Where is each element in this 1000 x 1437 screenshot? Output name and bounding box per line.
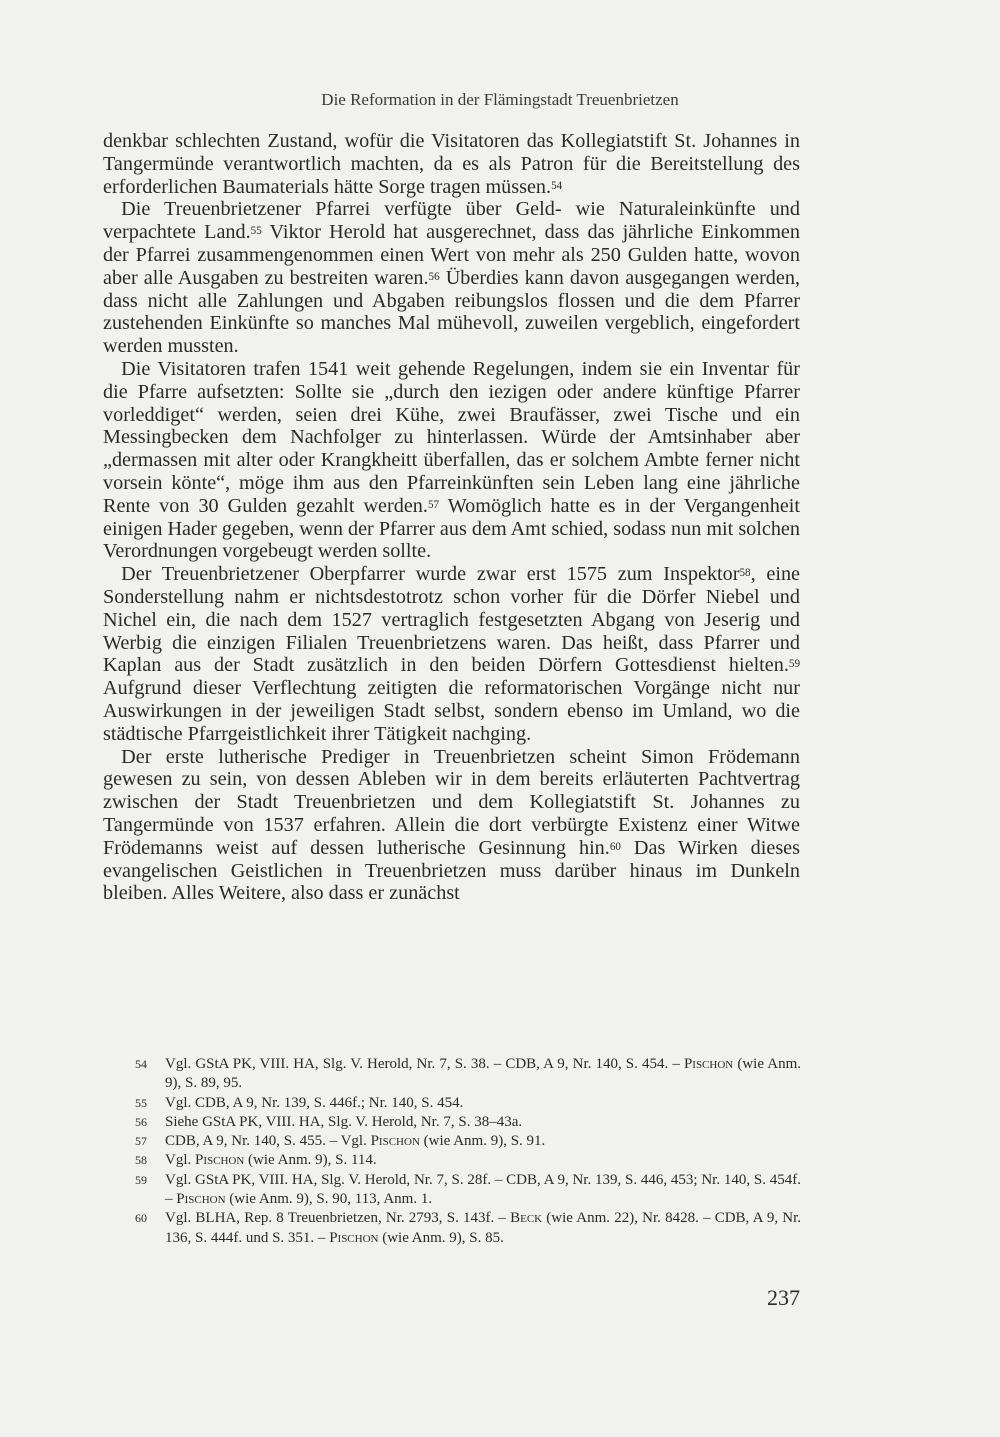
text-segment: Der Treuenbrietzener Oberpfarrer wurde zwar erst 1575 zum Inspektor [121,563,740,586]
footnote-text: Vgl. GStA PK, VIII. HA, Slg. V. Herold, Nr. 7, S. 28f. – CDB, A 9, Nr. 139, S. 446, 453; Nr. 140, S. 454f. – [165,1171,801,1208]
footnote-57 [135,1132,801,1151]
footnote-text: (wie Anm. 9), S. 89, 95. [165,1056,801,1092]
paragraph-1 [103,130,800,198]
footnote-text: Siehe GStA PK, VIII. HA, Slg. V. Herold, Nr. 7, S. 38–43a. [165,1113,523,1130]
footnote-number: 54 [135,1057,147,1071]
running-head: Die Reformation in der Flämingstadt Treuenbrietzen [321,90,679,109]
paragraph-3 [103,358,800,563]
footnote-ref-58[interactable]: 58 [739,567,751,580]
footnote-ref-60[interactable]: 60 [609,840,621,853]
footnote-54 [135,1055,801,1094]
footnote-ref-55[interactable]: 55 [250,225,262,238]
footnote-text: Vgl. GStA PK, VIII. HA, Slg. V. Herold, Nr. 7, S. 38. – CDB, A 9, Nr. 140, S. 454. – [165,1056,684,1072]
footnote-number: 59 [135,1172,147,1187]
author-name: Beck [510,1210,543,1227]
text-segment: Die Treuenbrietzener Pfarrei verfügte über Geld- wie Naturaleinkünfte und verpachtete Land. [103,198,800,244]
text-segment: Viktor Herold hat ausgerechnet, dass das jährliche Einkommen der Pfarrei zusammengenommen einen Wert von mehr als 250 Gulden hatte, wovon aber alle Ausgaben zu bestreiten waren. [103,221,800,289]
footnote-text: CDB, A 9, Nr. 140, S. 455. – Vgl. [165,1133,371,1150]
paragraph-4 [103,563,800,745]
footnote-58 [135,1151,801,1170]
footnote-text: (wie Anm. 9), S. 85. [378,1229,504,1246]
footnotes [135,1055,801,1248]
author-name: Pischon [176,1191,226,1208]
footnote-ref-57[interactable]: 57 [427,498,440,511]
text-segment: denkbar schlechten Zustand, wofür die Visitatoren das Kollegiatstift St. Johannes in Tangermünde verantwortlich machten, da es als Patron für die Bereitstellung des erforderlichen Baumaterials hätte Sorge tragen müssen. [103,130,800,198]
paragraph-5 [103,746,800,906]
footnote-text: (wie Anm. 9), S. 114. [244,1152,377,1169]
text-segment: Überdies kann davon ausgegangen werden, dass nicht alle Zahlungen und Abgaben reibungslos flossen und die dem Pfarrer zustehenden Einkünfte so manches Mal mühevoll, zuweilen vergeblich, eingefordert werden mussten. [103,266,800,358]
paragraph-2 [103,198,800,358]
footnote-60 [135,1209,801,1248]
footnote-56 [135,1113,801,1132]
footnote-number: 58 [135,1153,147,1168]
author-name: Pischon [195,1152,245,1169]
footnote-text: (wie Anm. 9), S. 90, 113, Anm. 1. [225,1191,433,1208]
text-segment: Womöglich hatte es in der Vergangenheit einigen Hader gegeben, wenn der Pfarrer aus dem Amt schied, sodass nun mit solchen Verordnungen vorgebeugt werden sollte. [103,494,800,563]
author-name: Pischon [683,1056,734,1072]
footnote-text: (wie Anm. 9), S. 91. [419,1133,546,1150]
footnote-ref-54[interactable]: 54 [551,179,563,192]
text-segment: , eine Sonderstellung nahm er nichtsdestotrotz schon vorher für die Dörfer Niebel und Nichel ein, die nach dem 1527 vertraglich festgesetzten Abgang von Jeserig und Werbig die einzigen Filialen Treuenbrietzens waren. Das heißt, dass Pfarrer und Kaplan aus der Stadt zusätzlich in den beiden Dörfern Gottesdienst hielten. [103,563,801,677]
footnote-text: Vgl. [165,1152,195,1169]
body-text [103,130,800,905]
footnote-text: (wie Anm. 22), Nr. 8428. – CDB, A 9, Nr. 136, S. 444f. und S. 351. – [165,1210,802,1246]
text-segment: Der erste lutherische Prediger in Treuenbrietzen scheint Simon Frödemann gewesen zu sein, von dessen Ableben wir in dem bereits erläuterten Pachtvertrag zwischen der Stadt Treuenbrietzen und dem Kollegiatstift St. Johannes zu Tangermünde von 1537 erfahren. Allein die dort verbürgte Existenz einer Witwe Frödemanns weist auf dessen lutherische Gesinnung hin. [103,745,800,859]
footnote-number: 60 [135,1211,147,1226]
page-number: 237 [767,1285,800,1310]
text-segment: Das Wirken dieses evangelischen Geistlichen in Treuenbrietzen muss darüber hinaus im Dunkeln bleiben. Alles Weitere, also dass er zunächst [103,836,800,905]
footnote-ref-59[interactable]: 59 [788,658,800,671]
footnote-59 [135,1171,801,1210]
footnote-ref-56[interactable]: 56 [428,270,440,283]
author-name: Pischon [329,1229,379,1246]
footnote-text: Vgl. CDB, A 9, Nr. 139, S. 446f.; Nr. 140, S. 454. [165,1094,464,1111]
footnote-55 [135,1094,801,1113]
footnote-number: 57 [135,1134,147,1149]
text-segment: Aufgrund dieser Verflechtung zeitigten die reformatorischen Vorgänge nicht nur Auswirkungen in der jeweiligen Stadt selbst, sondern ebenso im Umland, wo die städtische Pfarrgeistlichkeit ihrer Tätigkeit nachging. [103,677,800,745]
text-segment: Die Visitatoren trafen 1541 weit gehende Regelungen, indem sie ein Inventar für die Pfarre aufsetzten: Sollte sie „durch den iezigen oder andere künftige Pfarrer vorleddiget“ werden, seien drei Kühe, zwei Braufässer, zwei Tische und ein Messingbecken dem Nachfolger zu hinterlassen. Würde der Amtsinhaber aber „dermassen mit alter oder Krangkheitt überfallen, das er solchem Ambte ferner nicht vorsein könte“, möge ihm aus den Pfarreinkünften sein Leben lang eine jährliche Rente von 30 Gulden gezahlt werden. [103,357,800,517]
author-name: Pischon [370,1133,420,1150]
footnote-number: 55 [135,1095,147,1110]
footnote-number: 56 [135,1114,147,1129]
footnote-text: Vgl. BLHA, Rep. 8 Treuenbrietzen, Nr. 2793, S. 143f. – [165,1210,511,1227]
